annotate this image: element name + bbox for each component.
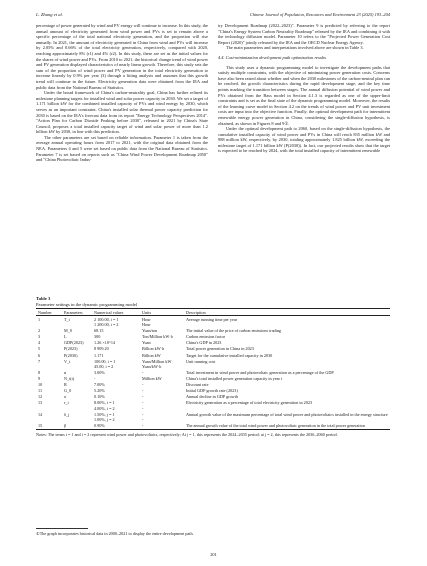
cell-units xyxy=(140,423,184,430)
header-values: Numerical values xyxy=(92,309,140,316)
cell-number: 5 xyxy=(38,346,41,352)
cell-units xyxy=(140,316,184,328)
cell-units-line: - xyxy=(142,400,144,406)
cell-units-line: Hour xyxy=(142,322,151,328)
cell-number: 3 xyxy=(38,334,41,340)
table-row xyxy=(36,400,390,411)
cell-parameter: GDP(2023) xyxy=(64,340,84,346)
cell-description: China's total installed power generation capacity in year t xyxy=(186,376,283,382)
cell-values-line: 7.00% xyxy=(94,382,105,388)
cell-parameter: L xyxy=(64,334,67,340)
cell-parameter: P(2030) xyxy=(64,352,78,358)
cell-units-line: Yuan xyxy=(142,340,151,346)
cell-number: 10 xyxy=(38,382,43,388)
cell-units-line: - xyxy=(142,405,144,411)
cell-units-line: Hour xyxy=(142,316,151,322)
header-description: Description xyxy=(184,309,390,316)
cell-number: 7 xyxy=(38,358,41,364)
cell-values-line: 8 909.20 xyxy=(94,346,109,352)
body-paragraph: try Development Roadmap (2022–2023)". Parameter 9 is predicted by referring to the report "China's Energy System Carbon Neutrality Roadmap" released by the IEA and combining it with the technology diffusion model. Parameter 10 refers to the "Projected Power Generation Cost Report (2020)" jointly released by the IEA and the OECD Nuclear Energy Agency. xyxy=(218,23,390,45)
cell-units-line: Billion kW xyxy=(142,352,161,358)
body-paragraph: Under the broad framework of China's carbon-neutrality goal, China has further refined its milestone planning targets for installed wind and solar power capacity in 2030. We set a target of 1.171 billion kW for the combined installed capacity of PVs and wind energy by 2030, which serves as an important constraint. China's installed solar thermal power capacity prediction for 2030 is based on the IEA's forecast data from its report "Energy Technology Perspectives 2014". "Action Plan for Carbon Dioxide Peaking before 2030", released in 2021 by China's State Council, proposes a total installed capacity target of wind and solar power of more than 1.2 billion kW by 2030, in line with this prediction. xyxy=(36,90,208,135)
cell-parameter: δ_j xyxy=(64,411,70,417)
cell-number: 4 xyxy=(38,340,41,346)
cell-number: 13 xyxy=(38,400,43,406)
table-row xyxy=(36,423,390,430)
cell-units-line: - xyxy=(142,388,144,394)
table-title: Table 3 xyxy=(36,296,51,301)
cell-parameter: β xyxy=(62,423,92,430)
cell-parameter: T_t xyxy=(64,316,70,322)
cell-units-line: - xyxy=(142,370,144,376)
cell-parameter: G_0 xyxy=(64,388,72,394)
header-parameters: Parameters xyxy=(62,309,92,316)
cell-values-line: 1.00%, j = 2 xyxy=(94,417,115,423)
cell-description: Carbon emission factor xyxy=(186,334,226,340)
cell-values-line: 300 xyxy=(94,334,101,340)
cell-values-line: 68.15 xyxy=(94,328,104,334)
section-heading: 4.4. Cost-minimization development path optimization results xyxy=(218,54,327,60)
cell-units-line: Ton/Million kW·h xyxy=(142,334,173,340)
left-column xyxy=(36,23,208,163)
cell-parameter: σ xyxy=(64,394,67,400)
cell-number: 12 xyxy=(38,394,43,400)
cell-values-line: 5.20% xyxy=(94,388,105,394)
cell-units-line: - xyxy=(142,394,144,400)
cell-units-line: Yuan/Million kW xyxy=(142,358,172,364)
table-header-row xyxy=(36,309,390,316)
body-paragraph: This study uses a dynamic programming model to investigate the development paths that satisfy multiple constraints, with the objective of minimizing power generation costs. Concerns have also been raised about whether and when the 2030 milestones of the carbon-neutral plan can be reached, the growth characteristics during the rapid development stage, and the key time points marking the transition between stages. The annual diffusion potential of wind power and PVs obtained from the Bass model in Section 4.1.3 is regarded as one of the upper-limit constraints and is set as the final state of the dynamic programming model. Moreover, the results of the learning curve model in Section 4.2 on the trends of wind power and PV unit investment costs are input into the objective function. Finally, the optimal development path for intermittent renewable energy power generation in China, considering the single-diffusion hypothesis, is obtained, as shown in Figures 8 and 9①. xyxy=(218,64,390,126)
cell-description: Initial GDP growth rate (2023) xyxy=(186,388,238,394)
cell-values-line: - xyxy=(94,376,96,382)
cell-values xyxy=(92,411,140,422)
cell-number: 2 xyxy=(38,328,41,334)
body-paragraph: The other parameters are set based on reliable information. Parameter 1 is taken from the average annual operating hours from 2017 to 2021, with the original data obtained from the NEA. Parameters 4 and 5 were set based on public data from the National Bureau of Statistics. Parameter 7 is set based on reports such as "China Wind Power Development Roadmap 2050" and "China Photovoltaic Indus- xyxy=(36,134,208,163)
page-number: 201 xyxy=(210,552,217,557)
cell-description: The annual growth value of the total wind power and photovoltaic generation in the total power generation xyxy=(184,423,390,430)
cell-values xyxy=(92,400,140,411)
cell-parameter: r_i xyxy=(64,400,69,406)
running-header-journal: Chinese Journal of Population, Resources and Environment 23 (2025) 193–204 xyxy=(249,12,390,17)
cell-parameter: M_0 xyxy=(64,328,72,334)
cell-values-line: 4.00%, i = 2 xyxy=(94,405,115,411)
body-paragraph: Under the optimal development path to 2060, based on the single-diffusion hypothesis, the cumulative installed capacity of wind power and PVs in China will reach 835 million kW and 988 million kW, respectively, by 2030, totaling approximately 1.825 billion kW, exceeding the milestone target of 1.171 billion kW (P(2030)). In fact, our projected results show that the target is expected to be reached by 2024, with the total installed capacity of intermittent renewable xyxy=(218,126,390,154)
cell-number: 8 xyxy=(38,370,41,376)
body-paragraph: The main parameters and interpretations involved above are shown in Table 3. xyxy=(226,45,364,51)
cell-values-line: 3.00% xyxy=(94,370,105,376)
cell-description: Electricity generation as a percentage of total electricity generation in 2023 xyxy=(186,400,313,406)
cell-number: 15 xyxy=(36,423,62,430)
cell-number: 6 xyxy=(38,352,41,358)
cell-description: Total power generation in China in 2023 xyxy=(186,346,254,352)
body-paragraph: percentage of power generated by wind and PV energy will continue to increase. In this study, the annual amount of electricity generated from wind power and PVs is set to remain above a specific percentage of the total national electricity generation, and the proportion will rise annually. In 2021, the amount of electricity generated in China from wind and PVs will increase by 2.05% and 0.66% of the total electricity generation, respectively, compared with 2020, reaching approximately 8% (r1) and 4% (r2). In this study, these are set as the initial values for the shares of wind power and PVs. From 2010 to 2021, the historical change trend of wind power and PV generation displayed characteristics of nearly linear growth. Therefore, this study sets the sum of the proportion of wind power and PV generation in the total electricity generation to increase linearly by 0.9% per year (3) through a fitting analysis and assumes that this growth trend will continue in the future. Electricity generation data were obtained from the IEA and public data from the National Bureau of Statistics. xyxy=(36,23,208,90)
cell-units-line: Billion kW·h xyxy=(142,346,165,352)
cell-units-line: Yuan/kW·h xyxy=(142,363,162,369)
cell-values-line: 45.00, i = 2 xyxy=(94,363,114,369)
cell-parameter: α xyxy=(64,370,67,376)
cell-values-line: 0.10% xyxy=(94,394,105,400)
footnote: ①The graph incorporates historical data in 2000–2021 to display the entire development path. xyxy=(36,531,194,536)
cell-parameter: P(2023) xyxy=(64,346,78,352)
cell-values-line: 0.90% xyxy=(94,423,105,429)
cell-values-line: 8.00%, i = 1 xyxy=(94,400,115,406)
header-units: Units xyxy=(140,309,184,316)
cell-number: 9 xyxy=(38,376,41,382)
cell-parameter: R xyxy=(64,382,67,388)
cell-values-line: 1.171 xyxy=(94,352,104,358)
table-row xyxy=(36,316,390,328)
cell-units xyxy=(140,400,184,411)
table-caption: Parameter settings in the dynamic programming model xyxy=(36,301,138,307)
cell-description: The initial value of the price of carbon emissions trading xyxy=(186,328,282,334)
header-number: Number xyxy=(36,309,62,316)
cell-values-line: 1.50%, j = 1 xyxy=(94,411,115,417)
cell-description: Annual growth value of the maximum percentage of total wind power and photovoltaics installed in the energy structure xyxy=(186,411,388,417)
cell-values-line: 1 200.00, i = 2 xyxy=(94,322,119,328)
cell-description: Annual decline in GDP growth xyxy=(186,394,238,400)
cell-units-line: Yuan/ton xyxy=(142,328,158,334)
table-row xyxy=(36,358,390,369)
cell-description: Target for the cumulative installed capacity in 2030 xyxy=(186,352,273,358)
cell-description: Discount rate xyxy=(186,382,209,388)
table-row xyxy=(36,411,390,422)
cell-parameter: N_t(t) xyxy=(64,376,75,382)
cell-description: Average running time per year xyxy=(186,316,238,322)
cell-values-line: 1.26 ×10^14 xyxy=(94,340,116,346)
cell-description: China's GDP in 2023 xyxy=(186,340,222,346)
cell-values xyxy=(92,316,140,328)
cell-units-line: - xyxy=(142,382,144,388)
cell-units-line: - xyxy=(142,411,144,417)
parameter-table xyxy=(36,308,390,430)
cell-values-line: 100.00, i = 1 xyxy=(94,358,116,364)
cell-units xyxy=(140,358,184,369)
cell-units xyxy=(140,411,184,422)
cell-units-line: - xyxy=(142,423,144,429)
cell-description: Total investment in wind power and photovoltaic generation as a percentage of the GDP xyxy=(186,370,334,376)
cell-values xyxy=(92,423,140,430)
cell-description: Unit running cost xyxy=(186,358,216,364)
table-notes: Notes: The terms i = 1 and i = 2 represent wind power and photovoltaics, respectively; At j = 1, this represents the 2024–2035 period; at j = 2, this represents the 2036–2060 period. xyxy=(36,431,338,437)
running-header-authors: L. Zhang et al. xyxy=(36,12,63,17)
cell-values xyxy=(92,358,140,369)
parameter-table-block xyxy=(36,296,390,437)
table-body xyxy=(36,316,390,429)
cell-values-line: 2 100.00, i = 1 xyxy=(94,316,119,322)
cell-parameter: V_t xyxy=(64,358,71,364)
right-column xyxy=(218,23,390,154)
cell-number: 14 xyxy=(38,411,43,417)
footnote-divider xyxy=(36,528,88,529)
cell-units-line: - xyxy=(142,417,144,423)
cell-number: 1 xyxy=(38,316,41,322)
cell-number: 11 xyxy=(38,388,43,394)
cell-units-line: Million kW xyxy=(142,376,162,382)
